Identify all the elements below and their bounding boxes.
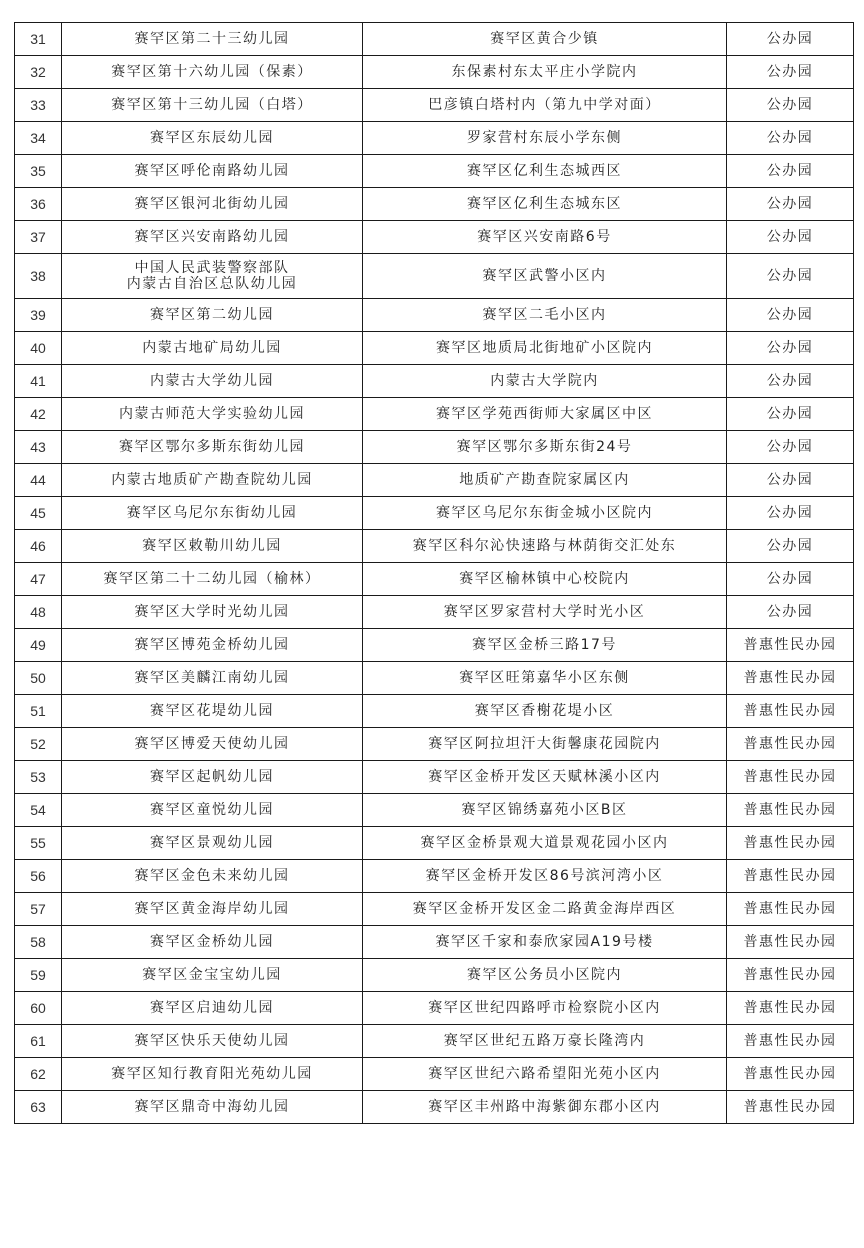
kindergarten-name: 赛罕区银河北街幼儿园 bbox=[134, 196, 290, 212]
address-cell: 内蒙古大学院内 bbox=[363, 365, 727, 398]
kindergarten-name-cell bbox=[62, 893, 363, 926]
kindergarten-type-cell: 公办园 bbox=[727, 431, 854, 464]
kindergarten-name-cell bbox=[62, 332, 363, 365]
kindergarten-name: 赛罕区第二幼儿园 bbox=[150, 307, 274, 323]
address-cell: 赛罕区金桥三路17号 bbox=[363, 629, 727, 662]
table-row bbox=[15, 530, 854, 563]
row-number: 63 bbox=[15, 1091, 62, 1124]
row-number: 60 bbox=[15, 992, 62, 1025]
kindergarten-name: 赛罕区起帆幼儿园 bbox=[150, 769, 274, 785]
kindergarten-name-cell bbox=[62, 596, 363, 629]
row-number: 59 bbox=[15, 959, 62, 992]
address-cell: 赛罕区金桥开发区86号滨河湾小区 bbox=[363, 860, 727, 893]
kindergarten-name-cell bbox=[62, 1025, 363, 1058]
kindergarten-name: 赛罕区美麟江南幼儿园 bbox=[134, 670, 290, 686]
kindergarten-name-cell bbox=[62, 563, 363, 596]
kindergarten-name: 赛罕区第二十三幼儿园 bbox=[134, 31, 290, 47]
address-cell: 赛罕区旺第嘉华小区东侧 bbox=[363, 662, 727, 695]
kindergarten-name-cell bbox=[62, 122, 363, 155]
kindergarten-name-cell bbox=[62, 926, 363, 959]
table-row bbox=[15, 332, 854, 365]
table-row bbox=[15, 860, 854, 893]
kindergarten-name: 内蒙古地质矿产勘查院幼儿园 bbox=[111, 472, 313, 488]
row-number: 57 bbox=[15, 893, 62, 926]
kindergarten-type-cell: 公办园 bbox=[727, 56, 854, 89]
kindergarten-name: 赛罕区金色未来幼儿园 bbox=[134, 868, 290, 884]
kindergarten-name: 内蒙古师范大学实验幼儿园 bbox=[119, 406, 305, 422]
kindergarten-name: 赛罕区景观幼儿园 bbox=[150, 835, 274, 851]
address-cell: 赛罕区黄合少镇 bbox=[363, 23, 727, 56]
row-number: 31 bbox=[15, 23, 62, 56]
kindergarten-list-page bbox=[14, 22, 850, 1124]
row-number: 56 bbox=[15, 860, 62, 893]
kindergarten-type-cell: 普惠性民办园 bbox=[727, 860, 854, 893]
kindergarten-name: 赛罕区知行教育阳光苑幼儿园 bbox=[111, 1066, 313, 1082]
kindergarten-name-cell bbox=[62, 431, 363, 464]
address-cell: 赛罕区世纪四路呼市检察院小区内 bbox=[363, 992, 727, 1025]
kindergarten-type-cell: 公办园 bbox=[727, 365, 854, 398]
address-cell: 赛罕区金桥景观大道景观花园小区内 bbox=[363, 827, 727, 860]
address-cell: 赛罕区武警小区内 bbox=[363, 254, 727, 299]
table-row bbox=[15, 893, 854, 926]
address-cell: 巴彦镇白塔村内（第九中学对面） bbox=[363, 89, 727, 122]
address-cell: 赛罕区学苑西街师大家属区中区 bbox=[363, 398, 727, 431]
kindergarten-type-cell: 普惠性民办园 bbox=[727, 926, 854, 959]
row-number: 38 bbox=[15, 254, 62, 299]
row-number: 34 bbox=[15, 122, 62, 155]
address-cell: 赛罕区香榭花堤小区 bbox=[363, 695, 727, 728]
kindergarten-type-cell: 公办园 bbox=[727, 155, 854, 188]
kindergarten-name: 赛罕区大学时光幼儿园 bbox=[134, 604, 290, 620]
address-cell: 赛罕区锦绣嘉苑小区B区 bbox=[363, 794, 727, 827]
row-number: 37 bbox=[15, 221, 62, 254]
kindergarten-name: 中国人民武装警察部队 bbox=[134, 260, 290, 276]
table-row bbox=[15, 959, 854, 992]
row-number: 35 bbox=[15, 155, 62, 188]
kindergarten-name-cell bbox=[62, 155, 363, 188]
kindergarten-table bbox=[14, 22, 854, 1124]
row-number: 55 bbox=[15, 827, 62, 860]
table-row bbox=[15, 155, 854, 188]
kindergarten-name: 赛罕区童悦幼儿园 bbox=[150, 802, 274, 818]
table-row bbox=[15, 23, 854, 56]
kindergarten-name: 内蒙古地矿局幼儿园 bbox=[142, 340, 282, 356]
kindergarten-type-cell: 公办园 bbox=[727, 23, 854, 56]
kindergarten-name: 赛罕区第十三幼儿园（白塔） bbox=[111, 97, 313, 113]
row-number: 51 bbox=[15, 695, 62, 728]
kindergarten-type-cell: 公办园 bbox=[727, 596, 854, 629]
kindergarten-type-cell: 普惠性民办园 bbox=[727, 794, 854, 827]
kindergarten-name-cell bbox=[62, 827, 363, 860]
address-cell: 赛罕区地质局北街地矿小区院内 bbox=[363, 332, 727, 365]
address-cell: 赛罕区二毛小区内 bbox=[363, 299, 727, 332]
table-row bbox=[15, 464, 854, 497]
table-row bbox=[15, 761, 854, 794]
kindergarten-type-cell: 公办园 bbox=[727, 299, 854, 332]
address-cell: 赛罕区兴安南路6号 bbox=[363, 221, 727, 254]
kindergarten-name: 赛罕区快乐天使幼儿园 bbox=[134, 1033, 290, 1049]
kindergarten-name: 内蒙古大学幼儿园 bbox=[150, 373, 274, 389]
kindergarten-type-cell: 公办园 bbox=[727, 221, 854, 254]
kindergarten-name-cell bbox=[62, 89, 363, 122]
kindergarten-type-cell: 公办园 bbox=[727, 122, 854, 155]
table-row bbox=[15, 596, 854, 629]
kindergarten-name-cell bbox=[62, 530, 363, 563]
kindergarten-type-cell: 普惠性民办园 bbox=[727, 1058, 854, 1091]
row-number: 39 bbox=[15, 299, 62, 332]
kindergarten-type-cell: 公办园 bbox=[727, 398, 854, 431]
kindergarten-type-cell: 公办园 bbox=[727, 530, 854, 563]
kindergarten-name-cell bbox=[62, 992, 363, 1025]
row-number: 53 bbox=[15, 761, 62, 794]
kindergarten-name-cell bbox=[62, 254, 363, 299]
kindergarten-name-cell bbox=[62, 860, 363, 893]
table-row bbox=[15, 992, 854, 1025]
address-cell: 地质矿产勘查院家属区内 bbox=[363, 464, 727, 497]
row-number: 41 bbox=[15, 365, 62, 398]
kindergarten-name: 赛罕区鄂尔多斯东街幼儿园 bbox=[119, 439, 305, 455]
table-row bbox=[15, 254, 854, 299]
kindergarten-name: 赛罕区金宝宝幼儿园 bbox=[142, 967, 282, 983]
kindergarten-type-cell: 普惠性民办园 bbox=[727, 827, 854, 860]
kindergarten-name-cell bbox=[62, 695, 363, 728]
kindergarten-name: 赛罕区第二十二幼儿园（榆林） bbox=[103, 571, 321, 587]
table-row bbox=[15, 497, 854, 530]
table-row bbox=[15, 1058, 854, 1091]
row-number: 48 bbox=[15, 596, 62, 629]
row-number: 43 bbox=[15, 431, 62, 464]
kindergarten-name: 赛罕区金桥幼儿园 bbox=[150, 934, 274, 950]
kindergarten-table-body bbox=[15, 23, 854, 1124]
kindergarten-name-cell bbox=[62, 959, 363, 992]
kindergarten-name: 赛罕区黄金海岸幼儿园 bbox=[134, 901, 290, 917]
row-number: 46 bbox=[15, 530, 62, 563]
address-cell: 赛罕区亿利生态城东区 bbox=[363, 188, 727, 221]
row-number: 45 bbox=[15, 497, 62, 530]
kindergarten-name: 赛罕区博苑金桥幼儿园 bbox=[134, 637, 290, 653]
kindergarten-type-cell: 普惠性民办园 bbox=[727, 761, 854, 794]
kindergarten-type-cell: 普惠性民办园 bbox=[727, 629, 854, 662]
kindergarten-name-cell bbox=[62, 728, 363, 761]
address-cell: 赛罕区千家和泰欣家园A19号楼 bbox=[363, 926, 727, 959]
kindergarten-name-cell bbox=[62, 365, 363, 398]
row-number: 52 bbox=[15, 728, 62, 761]
address-cell: 赛罕区榆林镇中心校院内 bbox=[363, 563, 727, 596]
address-cell: 赛罕区丰州路中海紫御东郡小区内 bbox=[363, 1091, 727, 1124]
kindergarten-name-cell bbox=[62, 464, 363, 497]
address-cell: 赛罕区世纪五路万豪长隆湾内 bbox=[363, 1025, 727, 1058]
table-row bbox=[15, 221, 854, 254]
table-row bbox=[15, 794, 854, 827]
row-number: 42 bbox=[15, 398, 62, 431]
row-number: 62 bbox=[15, 1058, 62, 1091]
kindergarten-name: 赛罕区鼎奇中海幼儿园 bbox=[134, 1099, 290, 1115]
row-number: 32 bbox=[15, 56, 62, 89]
row-number: 44 bbox=[15, 464, 62, 497]
table-row bbox=[15, 662, 854, 695]
kindergarten-name-cell bbox=[62, 662, 363, 695]
kindergarten-type-cell: 普惠性民办园 bbox=[727, 728, 854, 761]
kindergarten-name-cell bbox=[62, 221, 363, 254]
table-row bbox=[15, 398, 854, 431]
kindergarten-type-cell: 普惠性民办园 bbox=[727, 695, 854, 728]
kindergarten-name: 赛罕区敕勒川幼儿园 bbox=[142, 538, 282, 554]
table-row bbox=[15, 728, 854, 761]
address-cell: 赛罕区公务员小区院内 bbox=[363, 959, 727, 992]
table-row bbox=[15, 188, 854, 221]
kindergarten-type-cell: 公办园 bbox=[727, 464, 854, 497]
table-row bbox=[15, 1025, 854, 1058]
kindergarten-type-cell: 公办园 bbox=[727, 254, 854, 299]
kindergarten-name: 赛罕区博爱天使幼儿园 bbox=[134, 736, 290, 752]
address-cell: 东保素村东太平庄小学院内 bbox=[363, 56, 727, 89]
kindergarten-name: 内蒙古自治区总队幼儿园 bbox=[126, 276, 298, 292]
row-number: 49 bbox=[15, 629, 62, 662]
kindergarten-type-cell: 普惠性民办园 bbox=[727, 662, 854, 695]
kindergarten-type-cell: 普惠性民办园 bbox=[727, 992, 854, 1025]
kindergarten-type-cell: 公办园 bbox=[727, 332, 854, 365]
row-number: 33 bbox=[15, 89, 62, 122]
kindergarten-type-cell: 普惠性民办园 bbox=[727, 959, 854, 992]
table-row bbox=[15, 926, 854, 959]
table-row bbox=[15, 695, 854, 728]
kindergarten-name-cell bbox=[62, 497, 363, 530]
row-number: 40 bbox=[15, 332, 62, 365]
kindergarten-type-cell: 公办园 bbox=[727, 497, 854, 530]
address-cell: 赛罕区金桥开发区金二路黄金海岸西区 bbox=[363, 893, 727, 926]
kindergarten-name: 赛罕区兴安南路幼儿园 bbox=[134, 229, 290, 245]
kindergarten-name-cell bbox=[62, 629, 363, 662]
address-cell: 赛罕区鄂尔多斯东街24号 bbox=[363, 431, 727, 464]
address-cell: 赛罕区乌尼尔东街金城小区院内 bbox=[363, 497, 727, 530]
table-row bbox=[15, 89, 854, 122]
kindergarten-name-cell bbox=[62, 188, 363, 221]
kindergarten-name-cell bbox=[62, 794, 363, 827]
kindergarten-name-cell bbox=[62, 23, 363, 56]
kindergarten-type-cell: 普惠性民办园 bbox=[727, 1025, 854, 1058]
kindergarten-name: 赛罕区花堤幼儿园 bbox=[150, 703, 274, 719]
address-cell: 赛罕区世纪六路希望阳光苑小区内 bbox=[363, 1058, 727, 1091]
row-number: 47 bbox=[15, 563, 62, 596]
address-cell: 赛罕区亿利生态城西区 bbox=[363, 155, 727, 188]
address-cell: 罗家营村东辰小学东侧 bbox=[363, 122, 727, 155]
row-number: 58 bbox=[15, 926, 62, 959]
kindergarten-name: 赛罕区呼伦南路幼儿园 bbox=[134, 163, 290, 179]
kindergarten-type-cell: 普惠性民办园 bbox=[727, 893, 854, 926]
kindergarten-name: 赛罕区乌尼尔东街幼儿园 bbox=[126, 505, 298, 521]
kindergarten-type-cell: 公办园 bbox=[727, 89, 854, 122]
table-row bbox=[15, 1091, 854, 1124]
address-cell: 赛罕区阿拉坦汗大街馨康花园院内 bbox=[363, 728, 727, 761]
table-row bbox=[15, 629, 854, 662]
kindergarten-name-cell bbox=[62, 1058, 363, 1091]
kindergarten-name-cell bbox=[62, 299, 363, 332]
table-row bbox=[15, 299, 854, 332]
kindergarten-type-cell: 公办园 bbox=[727, 563, 854, 596]
table-row bbox=[15, 122, 854, 155]
table-row bbox=[15, 365, 854, 398]
kindergarten-name-cell bbox=[62, 1091, 363, 1124]
table-row bbox=[15, 563, 854, 596]
kindergarten-type-cell: 普惠性民办园 bbox=[727, 1091, 854, 1124]
kindergarten-name: 赛罕区第十六幼儿园（保素） bbox=[111, 64, 313, 80]
kindergarten-name-cell bbox=[62, 398, 363, 431]
address-cell: 赛罕区科尔沁快速路与林荫街交汇处东 bbox=[363, 530, 727, 563]
kindergarten-name-cell bbox=[62, 56, 363, 89]
address-cell: 赛罕区金桥开发区天赋林溪小区内 bbox=[363, 761, 727, 794]
table-row bbox=[15, 827, 854, 860]
address-cell: 赛罕区罗家营村大学时光小区 bbox=[363, 596, 727, 629]
kindergarten-name-cell bbox=[62, 761, 363, 794]
row-number: 61 bbox=[15, 1025, 62, 1058]
row-number: 50 bbox=[15, 662, 62, 695]
row-number: 36 bbox=[15, 188, 62, 221]
kindergarten-type-cell: 公办园 bbox=[727, 188, 854, 221]
table-row bbox=[15, 431, 854, 464]
kindergarten-name: 赛罕区东辰幼儿园 bbox=[150, 130, 274, 146]
table-row bbox=[15, 56, 854, 89]
kindergarten-name: 赛罕区启迪幼儿园 bbox=[150, 1000, 274, 1016]
row-number: 54 bbox=[15, 794, 62, 827]
